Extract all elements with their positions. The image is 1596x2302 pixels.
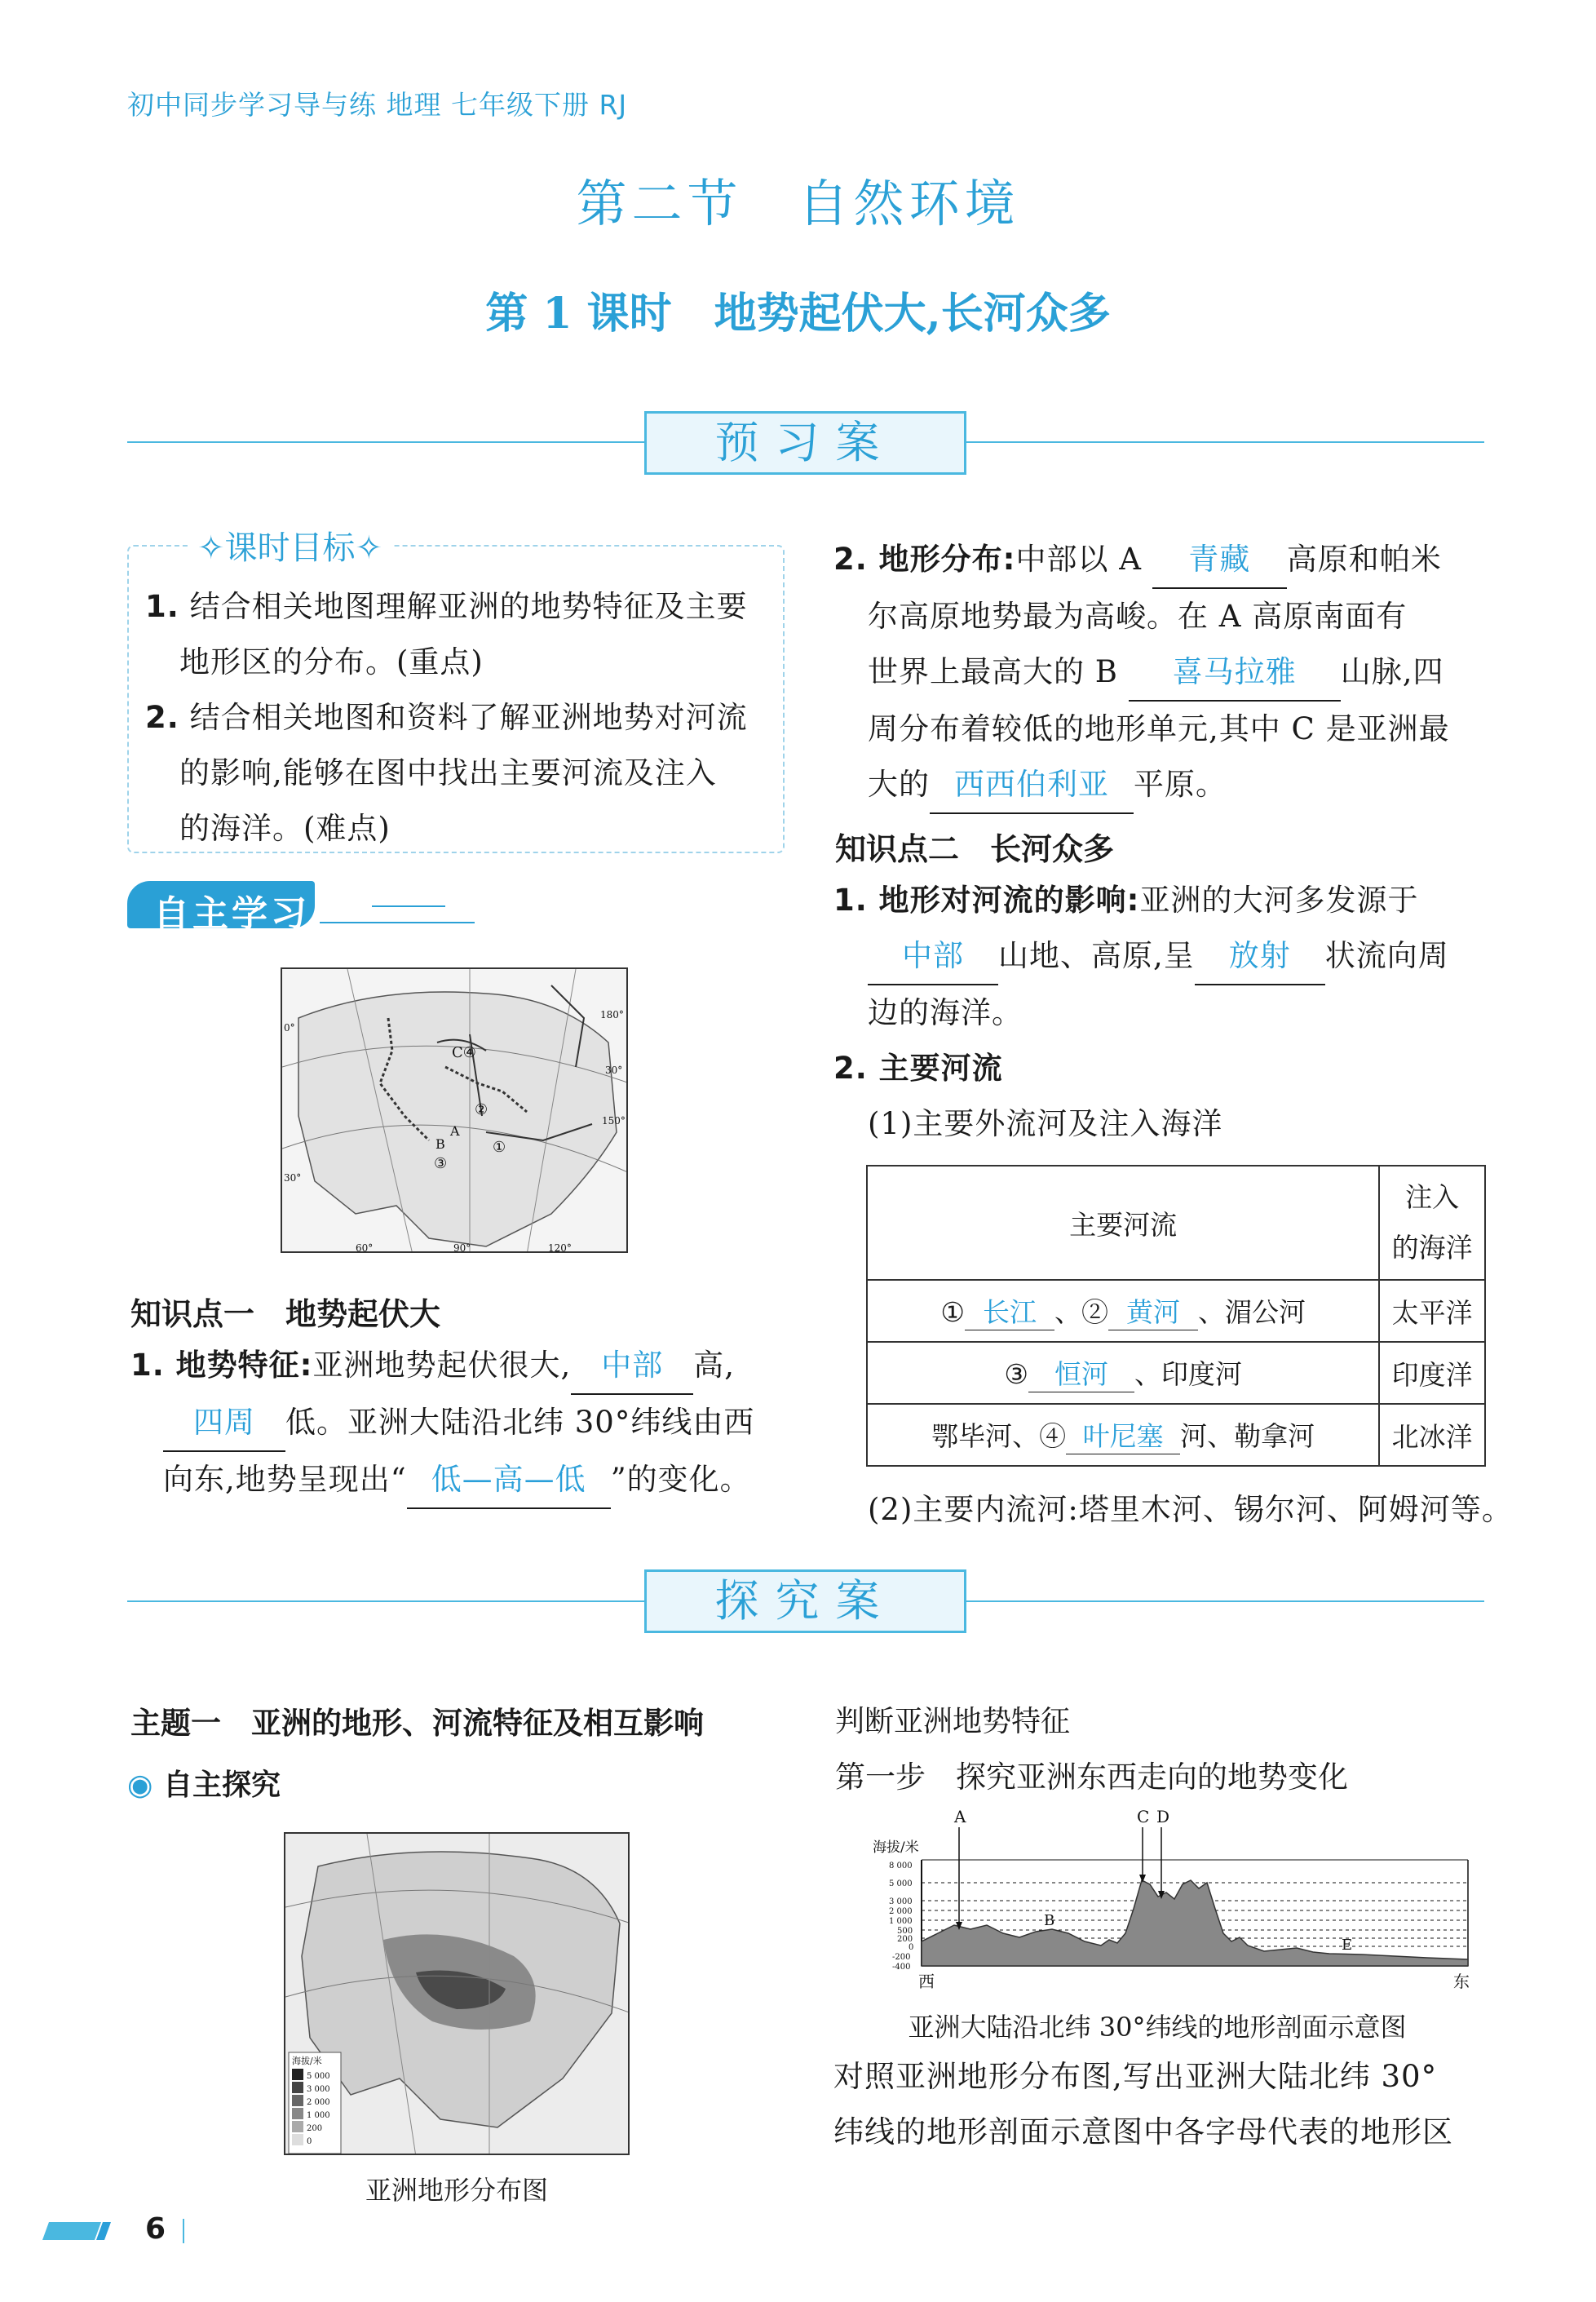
- goal-text: 结合相关地图和资料了解亚洲地势对河流: [189, 700, 748, 735]
- kp2-item2-lead: 2. 主要河流: [833, 1051, 1003, 1086]
- map-label: 0°: [284, 1022, 295, 1034]
- kp1-item2: [833, 532, 1486, 814]
- ocean-cell: 印度洋: [1379, 1342, 1485, 1404]
- legend-label: 2 000: [307, 2098, 330, 2107]
- profile-caption: 亚洲大陆沿北纬 30°纬线的地形剖面示意图: [908, 2012, 1407, 2043]
- kp1-item2-lead: 2. 地形分布:: [833, 542, 1016, 577]
- text: 亚洲的大河多发源于: [1139, 883, 1419, 918]
- kp2-lead: 1. 地形对河流的影响:: [833, 883, 1140, 918]
- preview-banner: 预习案: [644, 411, 966, 475]
- ytick: 2 000: [889, 1907, 913, 1916]
- footer-divider: [183, 2219, 184, 2243]
- text: 山地、高原,呈: [998, 938, 1195, 973]
- answer-blank: 低—高—低: [407, 1452, 611, 1509]
- theme1-heading: 主题一 亚洲的地形、河流特征及相互影响: [130, 1706, 704, 1741]
- ending-line: 对照亚洲地形分布图,写出亚洲大陆北纬 30°: [833, 2059, 1438, 2094]
- answer-blank: 中部: [571, 1338, 693, 1395]
- footer-stripes: [46, 2219, 111, 2243]
- goals-heading: [188, 522, 392, 569]
- answer-blank: 长江: [965, 1291, 1054, 1330]
- answer-blank: 恒河: [1028, 1353, 1134, 1392]
- cell-text: ③: [1004, 1358, 1028, 1390]
- ytick: -400: [892, 1963, 911, 1972]
- text: 世界上最高大的 B: [868, 654, 1118, 689]
- legend-title: 海拔/米: [292, 2056, 322, 2066]
- table-header-ocean: [1379, 1166, 1485, 1280]
- profile-diagram: [873, 1803, 1484, 1999]
- goal-text: 地形区的分布。(重点): [179, 644, 484, 680]
- map-label: C④: [452, 1044, 476, 1061]
- self-study-text: 自主学习: [153, 893, 310, 935]
- cell-text: 河、勒拿河: [1180, 1420, 1315, 1452]
- headphones-icon: ◉: [127, 1769, 153, 1802]
- text: 大的: [868, 767, 930, 802]
- legend-label: 5 000: [307, 2072, 330, 2081]
- terrain-svg: [285, 1834, 630, 2155]
- inland-rivers: (2)主要内流河:塔里木河、锡尔河、阿姆河等。: [868, 1492, 1513, 1527]
- header-text: 的海洋: [1391, 1232, 1473, 1264]
- section-title: 第二节 自然环境: [576, 174, 1020, 233]
- self-explore-text: 自主探究: [162, 1769, 281, 1802]
- kp1-heading: 知识点一 地势起伏大: [130, 1296, 441, 1332]
- legend-label: 3 000: [307, 2085, 330, 2094]
- kp2-item1: [833, 873, 1486, 1152]
- goal-text: 结合相关地图理解亚洲的地势特征及主要: [189, 589, 748, 624]
- cell-text: ①: [940, 1296, 965, 1328]
- text: 边的海洋。: [868, 995, 1023, 1030]
- subheading: (1)主要外流河及注入海洋: [868, 1106, 1223, 1141]
- kp2-heading: 知识点二 长河众多: [835, 831, 1115, 867]
- answer-blank: 四周: [163, 1395, 285, 1452]
- map-svg: [282, 969, 628, 1253]
- map-label: 150°: [602, 1115, 626, 1127]
- text: 山脉,四: [1340, 654, 1444, 689]
- answer-blank: 黄河: [1108, 1291, 1198, 1330]
- ytick: -200: [892, 1953, 911, 1962]
- profile-letter: D: [1156, 1807, 1170, 1826]
- ytick: 500: [897, 1927, 913, 1936]
- goals-list: [145, 579, 789, 857]
- goal-text: 的海洋。(难点): [179, 811, 391, 846]
- ytick: 3 000: [889, 1897, 913, 1906]
- ytick: 0: [909, 1943, 914, 1952]
- lesson-title: 第 1 课时 地势起伏大,长河众多: [485, 289, 1111, 339]
- ytick: 8 000: [889, 1862, 913, 1870]
- profile-east: 东: [1453, 1972, 1470, 1991]
- cell-text: 、印度河: [1134, 1358, 1242, 1390]
- goal-text: 的影响,能够在图中找出主要河流及注入: [179, 755, 717, 790]
- map-label: B: [435, 1136, 445, 1152]
- map-label: ②: [475, 1101, 489, 1118]
- terrain-map-caption: 亚洲地形分布图: [365, 2175, 548, 2206]
- goal-item: [145, 579, 789, 635]
- profile-west: 西: [918, 1972, 935, 1991]
- answer-blank: 中部: [868, 928, 998, 985]
- ocean-cell: 北冰洋: [1379, 1404, 1485, 1466]
- series-header: 初中同步学习导与练 地理 七年级下册 RJ: [127, 89, 628, 121]
- cell-text: 、湄公河: [1197, 1296, 1306, 1328]
- cell-text: 鄂毕河、④: [931, 1420, 1067, 1452]
- map-label: ①: [493, 1139, 506, 1156]
- text: 周分布着较低的地形单元,其中 C 是亚洲最: [868, 711, 1450, 746]
- kp1-item1: [130, 1338, 791, 1509]
- asia-terrain-map: [284, 1832, 630, 2155]
- table-row: [867, 1342, 1485, 1404]
- text: 向东,地势呈现出“: [163, 1462, 407, 1497]
- goal-num: 2.: [145, 700, 179, 735]
- answer-blank: 叶尼塞: [1066, 1415, 1180, 1454]
- map-label: 90°: [453, 1242, 471, 1253]
- text: 高,: [693, 1348, 736, 1383]
- goal-num: 1.: [145, 589, 179, 624]
- profile-letter: B: [1044, 1912, 1055, 1929]
- text: 平原。: [1134, 767, 1227, 802]
- text: 状流向周: [1324, 938, 1449, 973]
- judge-heading: 判断亚洲地势特征: [835, 1705, 1071, 1738]
- answer-blank: 西西伯利亚: [930, 757, 1134, 814]
- goal-item: [145, 690, 789, 746]
- page-number: 6: [145, 2212, 166, 2246]
- goals-heading-text: 课时目标: [224, 529, 356, 567]
- text: 中部以 A: [1015, 542, 1142, 577]
- ytick: 200: [897, 1935, 913, 1944]
- explore-banner: 探究案: [644, 1569, 966, 1633]
- cell-text: 、②: [1054, 1296, 1108, 1328]
- map-label: 180°: [600, 1009, 624, 1020]
- answer-blank: 青藏: [1152, 532, 1287, 589]
- map-label: A: [450, 1123, 460, 1139]
- profile-letter: E: [1342, 1937, 1353, 1954]
- text: 尔高原地势最为高峻。在 A 高原南面有: [868, 599, 1408, 634]
- map-label: ③: [434, 1155, 448, 1172]
- sparkle-icon: ✧: [355, 529, 383, 567]
- table-header-river: 主要河流: [867, 1166, 1379, 1280]
- asia-river-map: [281, 967, 628, 1253]
- text: ”的变化。: [610, 1462, 751, 1497]
- self-explore-heading: [127, 1762, 281, 1804]
- profile-ylabel: 海拔/米: [873, 1839, 919, 1856]
- ending-text: [833, 2049, 1486, 2160]
- profile-svg: [873, 1803, 1484, 1999]
- legend-label: 1 000: [307, 2111, 330, 2120]
- self-study-heading: [127, 881, 474, 935]
- text: 低。亚洲大陆沿北纬 30°纬线由西: [285, 1405, 755, 1440]
- text: 高原和帕米: [1286, 542, 1442, 577]
- answer-blank: 喜马拉雅: [1129, 644, 1341, 702]
- legend-label: 200: [307, 2124, 323, 2133]
- ytick: 5 000: [889, 1879, 913, 1888]
- answer-blank: 放射: [1195, 928, 1325, 985]
- legend-label: 0: [307, 2137, 312, 2146]
- profile-letter: A: [954, 1807, 966, 1826]
- text: 亚洲地势起伏很大,: [312, 1348, 572, 1383]
- table-row: [867, 1404, 1485, 1466]
- rivers-table: [866, 1165, 1486, 1467]
- profile-letter: C: [1137, 1807, 1150, 1826]
- map-label: 30°: [284, 1172, 302, 1184]
- step1-text: 第一步 探究亚洲东西走向的地势变化: [835, 1760, 1348, 1795]
- header-text: 注入: [1405, 1181, 1460, 1213]
- table-row: [867, 1280, 1485, 1342]
- map-label: 60°: [356, 1242, 374, 1253]
- kp1-lead: 1. 地势特征:: [130, 1348, 313, 1383]
- sparkle-icon: ✧: [197, 529, 225, 567]
- map-label: 120°: [548, 1242, 572, 1253]
- ytick: 1 000: [889, 1917, 913, 1926]
- ocean-cell: 太平洋: [1379, 1280, 1485, 1342]
- map-label: 30°: [605, 1065, 623, 1076]
- ending-line: 纬线的地形剖面示意图中各字母代表的地形区: [833, 2114, 1453, 2149]
